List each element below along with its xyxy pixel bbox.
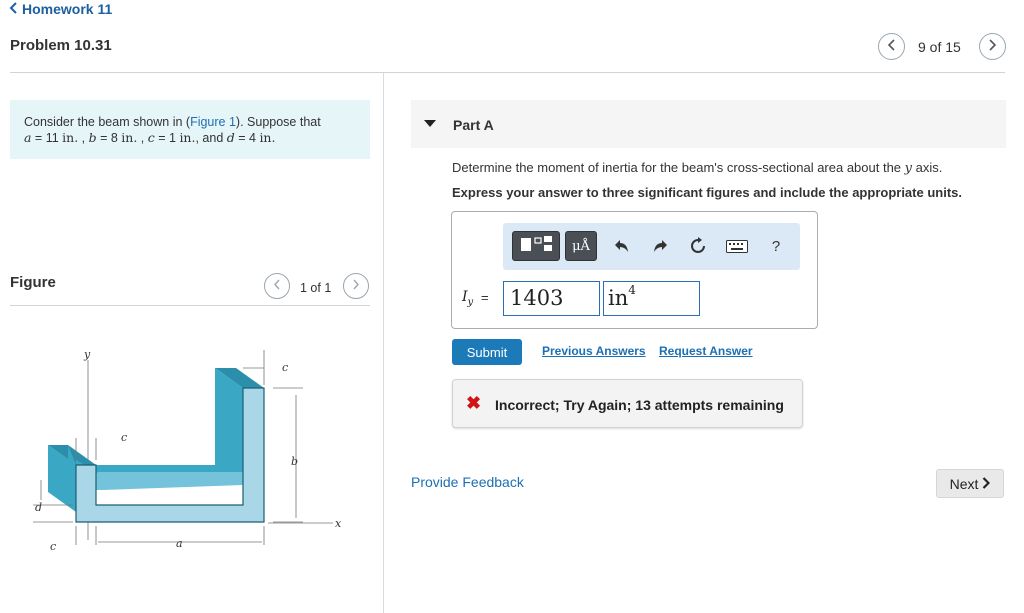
help-button[interactable]: ?	[771, 237, 781, 255]
label-b: b	[291, 455, 299, 468]
separator: ,	[137, 131, 148, 145]
chevron-right-icon	[352, 277, 360, 295]
label-y: y	[84, 348, 91, 361]
submit-button[interactable]: Submit	[452, 339, 522, 365]
problem-counter: 9 of 15	[918, 39, 961, 55]
reset-icon[interactable]	[685, 233, 711, 259]
value-input[interactable]: 1403	[503, 281, 600, 316]
unit-in: in.	[121, 130, 138, 145]
request-answer-link[interactable]: Request Answer	[659, 344, 753, 358]
keyboard-icon[interactable]	[725, 237, 749, 255]
eq-b: = 8	[96, 131, 122, 145]
chevron-left-icon	[887, 38, 896, 56]
unit-in: in.	[62, 130, 79, 145]
label-d: d	[35, 501, 43, 514]
figure-link[interactable]: Figure 1	[190, 115, 236, 129]
instruction-text: Express your answer to three significant figures and include the appropriate units.	[452, 185, 962, 200]
eq-a: = 11	[31, 131, 63, 145]
provide-feedback-link[interactable]: Provide Feedback	[411, 474, 524, 490]
templates-icon	[518, 234, 554, 259]
chevron-right-icon	[988, 38, 997, 56]
label-c-mid: c	[121, 431, 128, 444]
units-input[interactable]: $in^4$	[603, 281, 700, 316]
figure-title: Figure	[10, 274, 56, 291]
web-top-surface	[76, 472, 243, 490]
math-toolbar	[503, 223, 800, 270]
label-c-top: c	[282, 361, 289, 374]
templates-button[interactable]	[512, 231, 560, 261]
next-button[interactable]	[936, 469, 1004, 498]
label-x: x	[335, 517, 342, 530]
caret-down-icon[interactable]	[424, 120, 436, 127]
back-link-label: Homework 11	[22, 1, 113, 17]
back-to-homework-link[interactable]	[9, 1, 112, 17]
unit-in-end: in.	[259, 130, 276, 145]
previous-answers-link[interactable]: Previous Answers	[542, 344, 646, 358]
label-c-bottom: c	[50, 540, 57, 553]
figure-next-button[interactable]	[343, 273, 369, 299]
eq-d: = 4	[234, 131, 260, 145]
and-text: , and	[195, 131, 227, 145]
part-a-title: Part A	[453, 117, 494, 133]
redo-icon[interactable]	[647, 233, 673, 259]
chevron-left-icon	[9, 1, 18, 17]
label-a: a	[176, 537, 183, 550]
column-divider	[383, 73, 384, 613]
answer-variable: $I_y$	[462, 289, 474, 308]
incorrect-icon: ✖	[466, 393, 482, 413]
figure-counter: 1 of 1	[300, 281, 332, 295]
var-d: d	[226, 130, 235, 145]
var-a: a	[24, 130, 32, 145]
unit-in: in.	[179, 130, 196, 145]
chevron-right-icon	[982, 476, 990, 492]
header-divider	[10, 72, 1005, 73]
beam-figure	[28, 340, 358, 565]
question-pre: Determine the moment of inertia for the beam's cross-sectional area about the	[452, 160, 905, 175]
statement-text: ). Suppose that	[235, 115, 321, 129]
var-b: b	[88, 130, 97, 145]
question-text	[452, 160, 942, 176]
next-label: Next	[949, 475, 979, 492]
undo-icon[interactable]	[609, 233, 635, 259]
feedback-text: Incorrect; Try Again; 13 attempts remaining	[495, 397, 784, 413]
eq-c: = 1	[154, 131, 180, 145]
problem-statement	[10, 100, 370, 159]
units-button[interactable]: μÅ	[565, 231, 597, 261]
figure-divider	[10, 305, 370, 306]
previous-problem-button[interactable]	[878, 33, 905, 60]
equals-sign: =	[481, 290, 489, 305]
figure-previous-button[interactable]	[264, 273, 290, 299]
problem-title: Problem 10.31	[10, 37, 112, 54]
separator: ,	[78, 131, 89, 145]
question-var: y	[904, 161, 913, 176]
question-post: axis.	[912, 160, 943, 175]
var-c: c	[147, 130, 155, 145]
next-problem-button[interactable]	[979, 33, 1006, 60]
statement-text: Consider the beam shown in (	[24, 115, 191, 129]
chevron-left-icon	[273, 277, 281, 295]
part-a-header[interactable]	[411, 100, 1006, 148]
